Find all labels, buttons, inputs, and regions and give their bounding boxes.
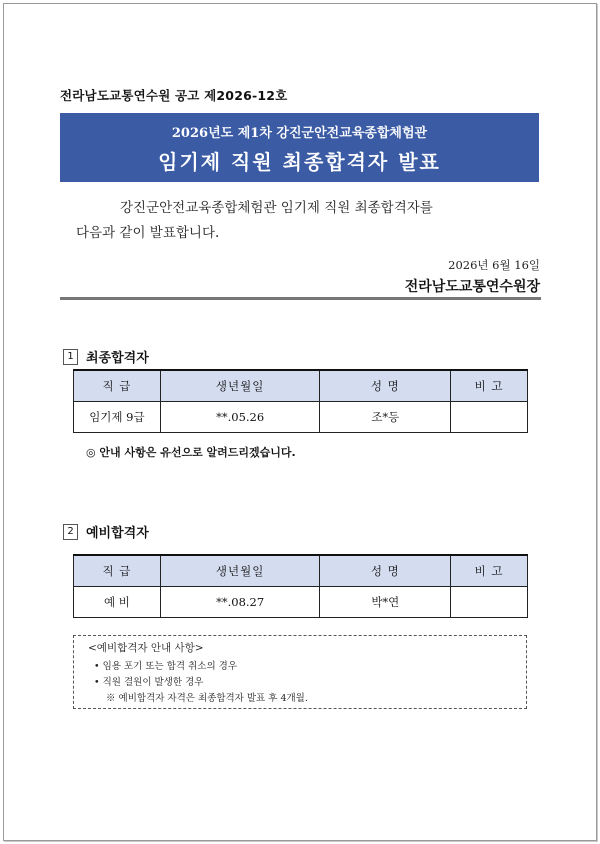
banner-title: 임기제 직원 최종합격자 발표 bbox=[158, 150, 441, 174]
reserve-info-remark: ※ 예비합격자 자격은 최종합격자 발표 후 4개월. bbox=[106, 693, 308, 704]
section-title-text: 예비합격자 bbox=[86, 526, 149, 541]
contact-note: ◎ 안내 사항은 유선으로 알려드리겠습니다. bbox=[86, 446, 296, 459]
divider bbox=[60, 297, 541, 300]
notice-number: 전라남도교통연수원 공고 제2026-12호 bbox=[60, 88, 288, 103]
cell-birth: **.05.26 bbox=[160, 402, 320, 433]
header-name: 성 명 bbox=[320, 555, 451, 587]
reserve-info-title: <예비합격자 안내 사항> bbox=[88, 642, 204, 654]
cell-remarks bbox=[451, 402, 528, 433]
table-row bbox=[74, 402, 528, 433]
title-banner bbox=[60, 113, 539, 182]
announcement-body bbox=[76, 196, 516, 246]
table-header-row bbox=[74, 555, 528, 587]
header-birth: 생년월일 bbox=[160, 555, 320, 587]
header-rank: 직 급 bbox=[74, 370, 161, 402]
final-table bbox=[73, 369, 528, 433]
section-title-text: 최종합격자 bbox=[86, 351, 149, 366]
table-header-row bbox=[74, 370, 528, 402]
cell-name: 박*연 bbox=[320, 587, 451, 618]
announcement-date: 2026년 6월 16일 bbox=[448, 258, 540, 272]
reserve-info-item: • 직원 결원이 발생한 경우 bbox=[94, 677, 204, 688]
header-remarks: 비 고 bbox=[451, 555, 528, 587]
body-line-1: 강진군안전교육종합체험관 임기제 직원 최종합격자를 bbox=[120, 200, 433, 216]
cell-birth: **.08.27 bbox=[160, 587, 320, 618]
cell-name: 조*등 bbox=[320, 402, 451, 433]
banner-subtitle: 2026년도 제1차 강진군안전교육종합체험관 bbox=[171, 126, 428, 141]
cell-rank: 예 비 bbox=[74, 587, 161, 618]
cell-remarks bbox=[451, 587, 528, 618]
section-reserve-title bbox=[63, 522, 149, 541]
cell-rank: 임기제 9급 bbox=[74, 402, 161, 433]
header-birth: 생년월일 bbox=[160, 370, 320, 402]
section-final-title bbox=[63, 347, 149, 366]
table-row bbox=[74, 587, 528, 618]
section-number-box: 1 bbox=[63, 349, 78, 365]
section-number-box: 2 bbox=[63, 524, 78, 540]
header-remarks: 비 고 bbox=[451, 370, 528, 402]
reserve-info-box bbox=[73, 635, 527, 709]
header-name: 성 명 bbox=[320, 370, 451, 402]
signer: 전라남도교통연수원장 bbox=[404, 279, 540, 295]
body-line-2: 다음과 같이 발표합니다. bbox=[76, 225, 220, 241]
reserve-info-item: • 임용 포기 또는 합격 취소의 경우 bbox=[94, 661, 238, 672]
header-rank: 직 급 bbox=[74, 555, 161, 587]
reserve-table bbox=[73, 554, 528, 618]
